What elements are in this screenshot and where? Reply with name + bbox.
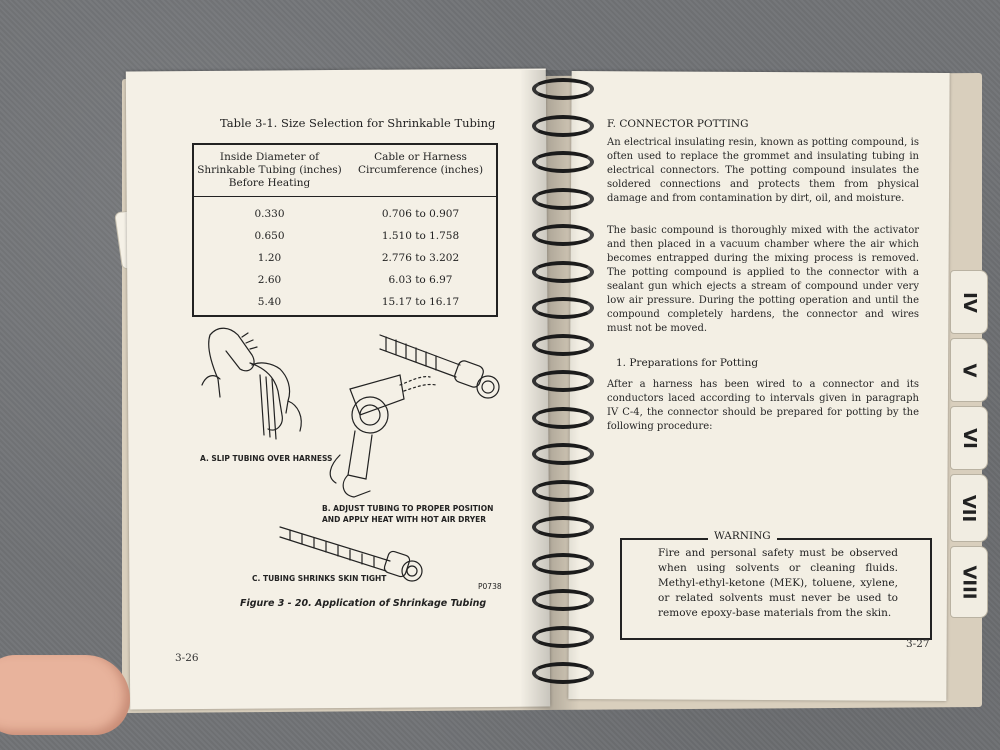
binding-coil bbox=[532, 115, 594, 137]
caption-c: C. TUBING SHRINKS SKIN TIGHT bbox=[252, 574, 387, 583]
table-cell: 0.650 bbox=[254, 230, 285, 242]
table-cell: 1.510 to 1.758 bbox=[381, 230, 460, 242]
binding-coil bbox=[532, 589, 594, 611]
table-cell: 2.776 to 3.202 bbox=[381, 252, 460, 264]
figure-code: P0738 bbox=[478, 582, 502, 591]
table-row bbox=[193, 269, 497, 291]
table-header-row bbox=[193, 144, 497, 197]
binding-coil bbox=[532, 297, 594, 319]
warning-title: WARNING bbox=[708, 530, 777, 542]
table-row bbox=[193, 247, 497, 269]
table-title: Table 3-1. Size Selection for Shrinkable Tubing bbox=[220, 116, 496, 130]
binding-coil bbox=[532, 261, 594, 283]
binding-coil bbox=[532, 407, 594, 429]
tab-vii[interactable]: VII bbox=[950, 474, 988, 542]
figure-title: Figure 3 - 20. Application of Shrinkage Tubing bbox=[240, 598, 487, 609]
binding-coil bbox=[532, 480, 594, 502]
page-number-left: 3-26 bbox=[175, 652, 199, 664]
table-cell: 1.20 bbox=[257, 252, 282, 264]
paragraph-2: The basic compound is thoroughly mixed with the activator and then placed in a vacuum chamber where the air which becomes entrapped during the mixing process is removed. The potting compound is applied to the connector with a sealant gun which ejects a stream of compound under very low air pressure. During the potting operation and until the compound completely hardens, the connector and wires must not be moved. bbox=[607, 225, 919, 334]
table-row bbox=[193, 197, 497, 226]
page-number-right: 3-27 bbox=[906, 638, 930, 650]
paragraph-1: An electrical insulating resin, known as potting compound, is often used to replace the grommet and insulating tubing in electrical connectors. The potting compound insulates the soldered connections and protects them from physical damage and from contamination by dirt, oil, and moisture. bbox=[607, 137, 919, 204]
table-header-diameter: Inside Diameter of Shrinkable Tubing (inches) Before Heating bbox=[193, 144, 345, 197]
table-cell: 15.17 to 16.17 bbox=[381, 296, 460, 308]
table-cell: 0.330 bbox=[254, 208, 285, 220]
caption-b: B. ADJUST TUBING TO PROPER POSITION AND APPLY HEAT WITH HOT AIR DRYER bbox=[322, 504, 494, 524]
table-header-circumference: Cable or Harness Circumference (inches) bbox=[345, 144, 497, 197]
binding-coil bbox=[532, 662, 594, 684]
binding-coil bbox=[532, 151, 594, 173]
binding-coil bbox=[532, 370, 594, 392]
tab-vi[interactable]: VI bbox=[950, 406, 988, 470]
table-cell: 0.706 to 0.907 bbox=[381, 208, 460, 220]
section-heading: F. CONNECTOR POTTING bbox=[607, 118, 749, 130]
binding-coil bbox=[532, 334, 594, 356]
caption-a: A. SLIP TUBING OVER HARNESS bbox=[200, 454, 333, 463]
binding-coil bbox=[532, 188, 594, 210]
table-cell: 2.60 bbox=[257, 274, 282, 286]
binding-coil bbox=[532, 224, 594, 246]
table-cell: 6.03 to 6.97 bbox=[388, 274, 453, 286]
shrink-tubing-illustration bbox=[190, 305, 520, 595]
paragraph-3: After a harness has been wired to a connector and its conductors laced according to intervals given in paragraph IV C-4, the connector should be prepared for potting by the following procedure: bbox=[607, 379, 919, 432]
binding-coil bbox=[532, 516, 594, 538]
size-table bbox=[192, 143, 498, 317]
tab-iv[interactable]: IV bbox=[950, 270, 988, 334]
tab-v[interactable]: V bbox=[950, 338, 988, 402]
finger bbox=[0, 655, 130, 735]
binding-coil bbox=[532, 626, 594, 648]
table-row bbox=[193, 225, 497, 247]
warning-text: Fire and personal safety must be observed when using solvents or cleaning fluids. Methyl-ethyl-ketone (MEK), toluene, xylene, or related solvents must never be used to remove epoxy-base materials from the skin. bbox=[658, 547, 898, 619]
binding-coil bbox=[532, 78, 594, 100]
binding-coil bbox=[532, 553, 594, 575]
tab-viii[interactable]: VIII bbox=[950, 546, 988, 618]
table-cell: 5.40 bbox=[257, 296, 282, 308]
subheading: 1. Preparations for Potting bbox=[616, 357, 759, 369]
binding-coil bbox=[532, 443, 594, 465]
